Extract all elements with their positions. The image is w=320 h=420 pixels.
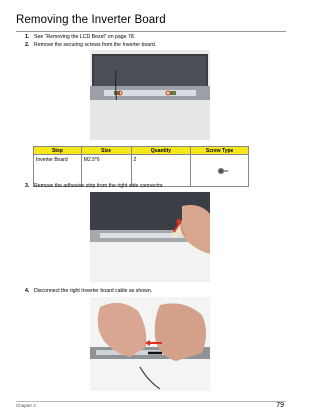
step-2 [25,42,156,48]
step-text: See “Removing the LCD Bezel” on page 78. [34,34,136,40]
col-header-quantity: Quantity [131,147,191,155]
footer-chapter: Chapter 3 [16,403,36,408]
step-text: Disconnect the right Inverter board cable as shown. [34,288,153,294]
lcd-inverter-board-photo [90,50,210,140]
col-header-screw-type: Screw Type [191,147,249,155]
step-1 [25,34,135,40]
col-header-size: Size [81,147,131,155]
step-3 [25,183,164,189]
cell-quantity: 2 [131,155,191,187]
step-number: 1. [25,34,30,40]
screw-spec-table [33,146,249,187]
cell-step: Inverter Board [34,155,82,187]
disconnect-cable-photo [90,297,210,391]
step-number: 3. [25,183,30,189]
step-number: 2. [25,42,30,48]
step-text: Remove the adhesive strip from the right side connector. [34,183,164,189]
table-row [34,155,249,187]
step-4 [25,288,152,294]
title-rule [16,31,286,32]
footer-rule [16,401,286,402]
page-number: 79 [276,402,284,409]
cell-size: M2.5*6 [81,155,131,187]
cell-screw-type [191,155,249,187]
adhesive-strip-photo [90,192,210,282]
page-title: Removing the Inverter Board [16,14,166,26]
step-text: Remove the securing screws from the Inverter board. [34,42,157,48]
screw-icon [217,167,229,177]
col-header-step: Step [34,147,82,155]
step-number: 4. [25,288,30,294]
